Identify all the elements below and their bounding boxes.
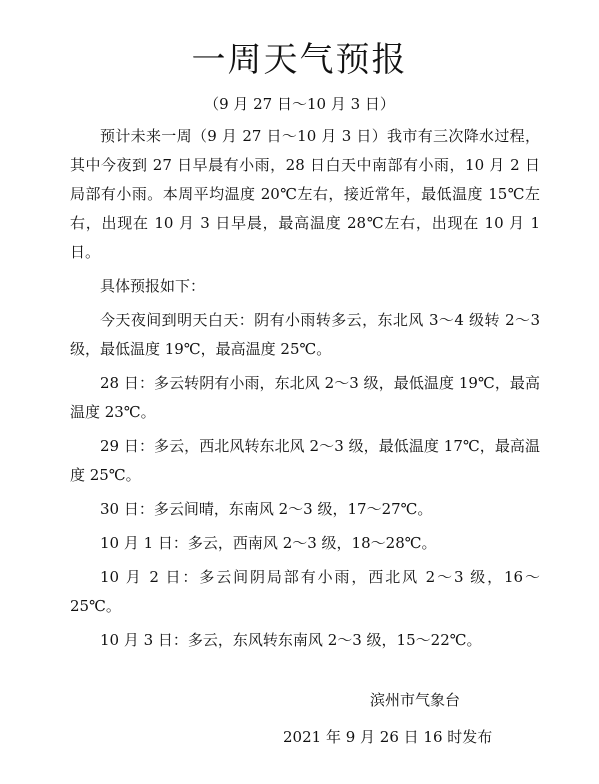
date-range-subtitle: （9 月 27 日～10 月 3 日）	[204, 95, 395, 113]
forecast-day-28: 28 日：多云转阴有小雨，东北风 2～3 级，最低温度 19℃，最高温度 23℃。	[70, 374, 540, 421]
forecast-oct-3: 10 月 3 日：多云，东风转东南风 2～3 级，15～22℃。	[100, 631, 482, 649]
forecast-oct-2: 10 月 2 日：多云间阴局部有小雨，西北风 2～3 级，16～25℃。	[70, 568, 540, 615]
details-heading: 具体预报如下：	[100, 277, 206, 295]
forecast-body	[70, 122, 540, 660]
page-title: 一周天气预报	[191, 40, 408, 80]
forecast-day-30: 30 日：多云间晴，东南风 2～3 级，17～27℃。	[100, 500, 433, 518]
issuer-signature: 滨州市气象台	[370, 691, 461, 709]
forecast-oct-1: 10 月 1 日：多云，西南风 2～3 级，18～28℃。	[100, 534, 437, 552]
issue-date: 2021 年 9 月 26 日 16 时发布	[283, 728, 493, 746]
forecast-tonight-tomorrow: 今天夜间到明天白天：阴有小雨转多云，东北风 3～4 级转 2～3 级，最低温度 19℃，最高温度 25℃。	[70, 311, 540, 358]
forecast-day-29: 29 日：多云，西北风转东北风 2～3 级，最低温度 17℃，最高温度 25℃。	[70, 437, 540, 484]
summary-paragraph: 预计未来一周（9 月 27 日～10 月 3 日）我市有三次降水过程，其中今夜到 27 日早晨有小雨，28 日白天中南部有小雨，10 月 2 日局部有小雨。本周平均温度 20℃左右，接近常年，最低温度 15℃左右，出现在 10 月 3 日早晨，最高温度 28℃左右，出现在 10 月 1 日。	[70, 127, 540, 261]
